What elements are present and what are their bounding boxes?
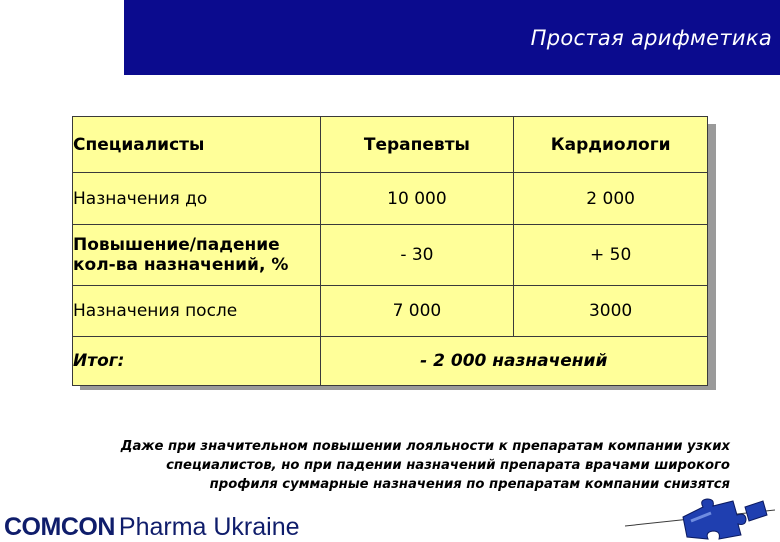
total-label: Итог:: [73, 337, 321, 386]
table-row: [73, 225, 708, 286]
conclusion-text: [40, 437, 730, 494]
page-title: Простая арифметика: [530, 26, 772, 50]
total-value: - 2 000 назначений: [320, 337, 707, 386]
header-specialists: Специалисты: [73, 117, 321, 173]
puzzle-icon: [625, 493, 775, 540]
company-logo: [4, 513, 300, 541]
row-label: Назначения до: [73, 173, 321, 225]
cell-cardiologists: 2 000: [514, 173, 708, 225]
header-cardiologists: Кардиологи: [514, 117, 708, 173]
logo-suffix: Pharma Ukraine: [118, 513, 300, 541]
table-row: [73, 173, 708, 225]
conclusion-line: профиля суммарные назначения по препаратам компании снизятся: [209, 477, 730, 492]
row-label-line1: Повышение/падение: [73, 235, 280, 255]
table-header-row: [73, 117, 708, 173]
cell-therapists: 10 000: [320, 173, 514, 225]
header-therapists: Терапевты: [320, 117, 514, 173]
cell-therapists: 7 000: [320, 286, 514, 337]
cell-therapists: - 30: [320, 225, 514, 286]
row-label-line2: кол-ва назначений, %: [73, 255, 289, 275]
conclusion-line: специалистов, но при падении назначений препарата врачами широкого: [166, 458, 730, 473]
table-row: [73, 286, 708, 337]
row-label: Назначения после: [73, 286, 321, 337]
cell-cardiologists: 3000: [514, 286, 708, 337]
arithmetic-table: [72, 116, 708, 386]
conclusion-line: Даже при значительном повышении лояльности к препаратам компании узких: [120, 439, 730, 454]
logo-brand: COMCON: [4, 513, 115, 541]
row-label: [73, 225, 321, 286]
table-total-row: [73, 337, 708, 386]
header-bar: [124, 0, 780, 75]
cell-cardiologists: + 50: [514, 225, 708, 286]
